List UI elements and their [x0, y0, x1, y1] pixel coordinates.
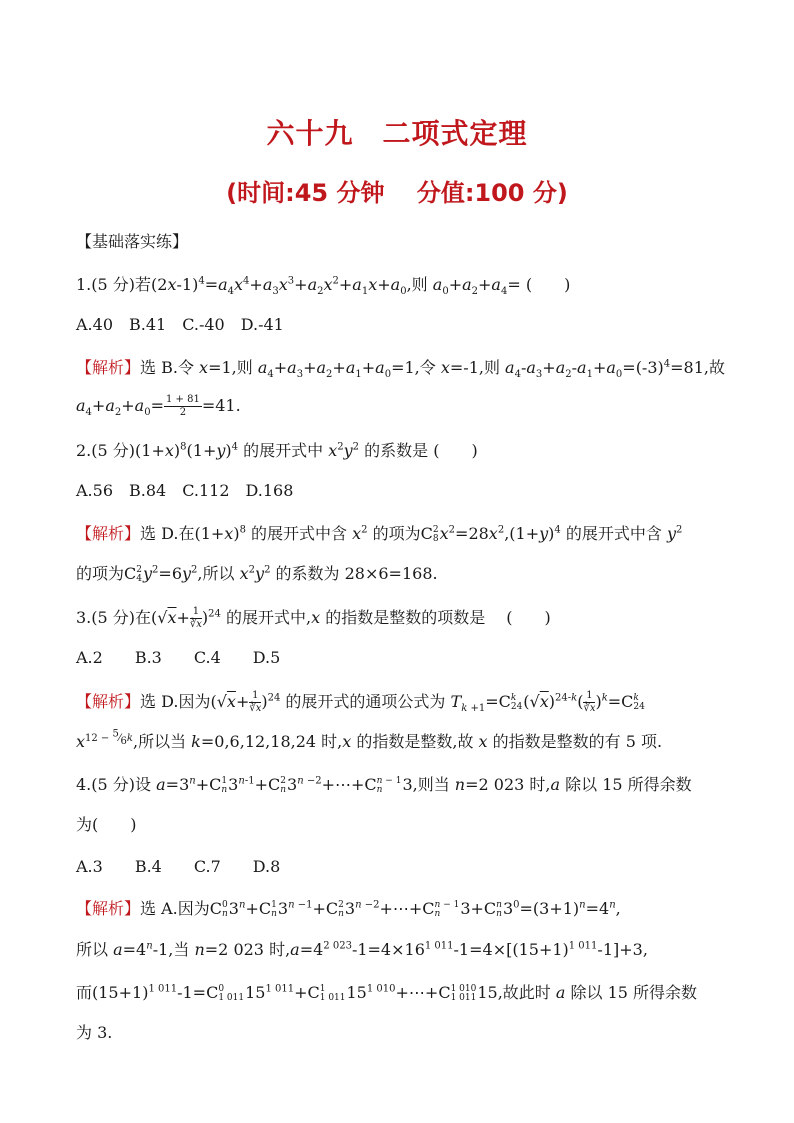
question-4-stem: 4.(5 分)设 $a=3^n+C$ 1 n $3^{n-1}+C$ 2 n $3^{n -2}+\cdots+C$ n − 1 n 3,则当 n=2 023 时,a 除以 15 所得余数 — [76, 775, 692, 795]
question-2-stem: 2.(5 分)$(1+x)^8(1+y)^4$ 的展开式中 $x^2y^2$ 的系数是 ( ) — [76, 441, 478, 460]
solution-tag: 【解析】 — [76, 358, 141, 377]
question-4-choices: A.3 B.4 C.7 D.8 — [76, 857, 281, 876]
question-3-solution: 【解析】选 D.因为(√x+ $\frac{1}{∛x}$ )$^{24}$ 的展开式的通项公式为 $T_{k +1}=C$ k 24 $(√x)^{24-k}$( $\frac{1}{∛x}$ )$^k$=C k 24 — [76, 690, 645, 715]
question-1-solution-cont: $a_4+a_2+a_0=$ $\frac{1 + 81}{2}$ =41. — [76, 394, 241, 419]
page-title: 六十九 二项式定理 — [266, 117, 528, 150]
page-subtitle: (时间:45 分钟 分值:100 分) — [226, 179, 568, 207]
question-3-choices: A.2 B.3 C.4 D.5 — [76, 648, 281, 667]
solution-tag: 【解析】 — [76, 692, 141, 711]
question-4-solution-cont-1: 所以 $a=4^n-1$,当 n=2 023 时$,a=4^{2 023}-1=4\times 16^{1 011}-1=4\times[(15+1)^{1 011}-1]+3$, — [76, 940, 648, 959]
question-2-choices: A.56 B.84 C.112 D.168 — [76, 481, 294, 500]
question-3-stem: 3.(5 分)在(√x+ $\frac{1}{∛x}$ )$^{24}$ 的展开式中,x 的指数是整数的项数是 ( ) — [76, 606, 551, 630]
section-heading: 【基础落实练】 — [76, 232, 189, 251]
question-4-solution-cont-3: 为 3. — [76, 1023, 113, 1042]
question-4-solution-cont-2: 而$(15+1)^{1 011}-1=C$ 0 1 011 $15^{1 011}+C$ 1 1 011 $15^{1 010}+\cdots+C$ 1 010 1 011 15,故此时 a 除以 15 所得余数 — [76, 983, 698, 1003]
question-1-choices: A.40 B.41 C.-40 D.-41 — [76, 315, 284, 334]
solution-tag: 【解析】 — [76, 524, 141, 543]
question-3-solution-cont: $x^{12 - ^5⁄_6k}$,所以当 k=0,6,12,18,24 时,x 的指数是整数,故 x 的指数是整数的有 5 项. — [76, 728, 663, 751]
question-2-solution-cont: 的项为C 2 4 $y^2=6y^2$,所以 $x^2y^2$ 的系数为 28×6=168. — [76, 564, 438, 584]
question-1-solution: 【解析】选 B.令 x=1,则 $a_4+a_3+a_2+a_1+a_0=1$,令 x=-1,则 $a_4-a_3+a_2-a_1+a_0=(-3)^4=81$,故 — [76, 358, 725, 381]
solution-tag: 【解析】 — [76, 899, 141, 918]
question-4-stem-cont: 为( ) — [76, 815, 137, 834]
question-4-solution: 【解析】选 A.因为C 0 n $3^n+C$ 1 n $3^{n -1}+C$ 2 n $3^{n -2}+\cdots+C$ n − 1 n 3+C n n $3^0=(3+1)^n=4^n$, — [76, 899, 621, 919]
question-2-solution: 【解析】选 D.在$(1+x)^8$ 的展开式中含 $x^2$ 的项为C 2 8 $x^2=28x^2,(1+y)^4$ 的展开式中含 $y^2$ — [76, 524, 683, 544]
question-1-stem: 1.(5 分)若$(2x-1)^4=a_4x^4+a_3x^3+a_2x^2+a_1x+a_0$,则 $a_0+a_2+a_4=$ ( ) — [76, 275, 571, 298]
